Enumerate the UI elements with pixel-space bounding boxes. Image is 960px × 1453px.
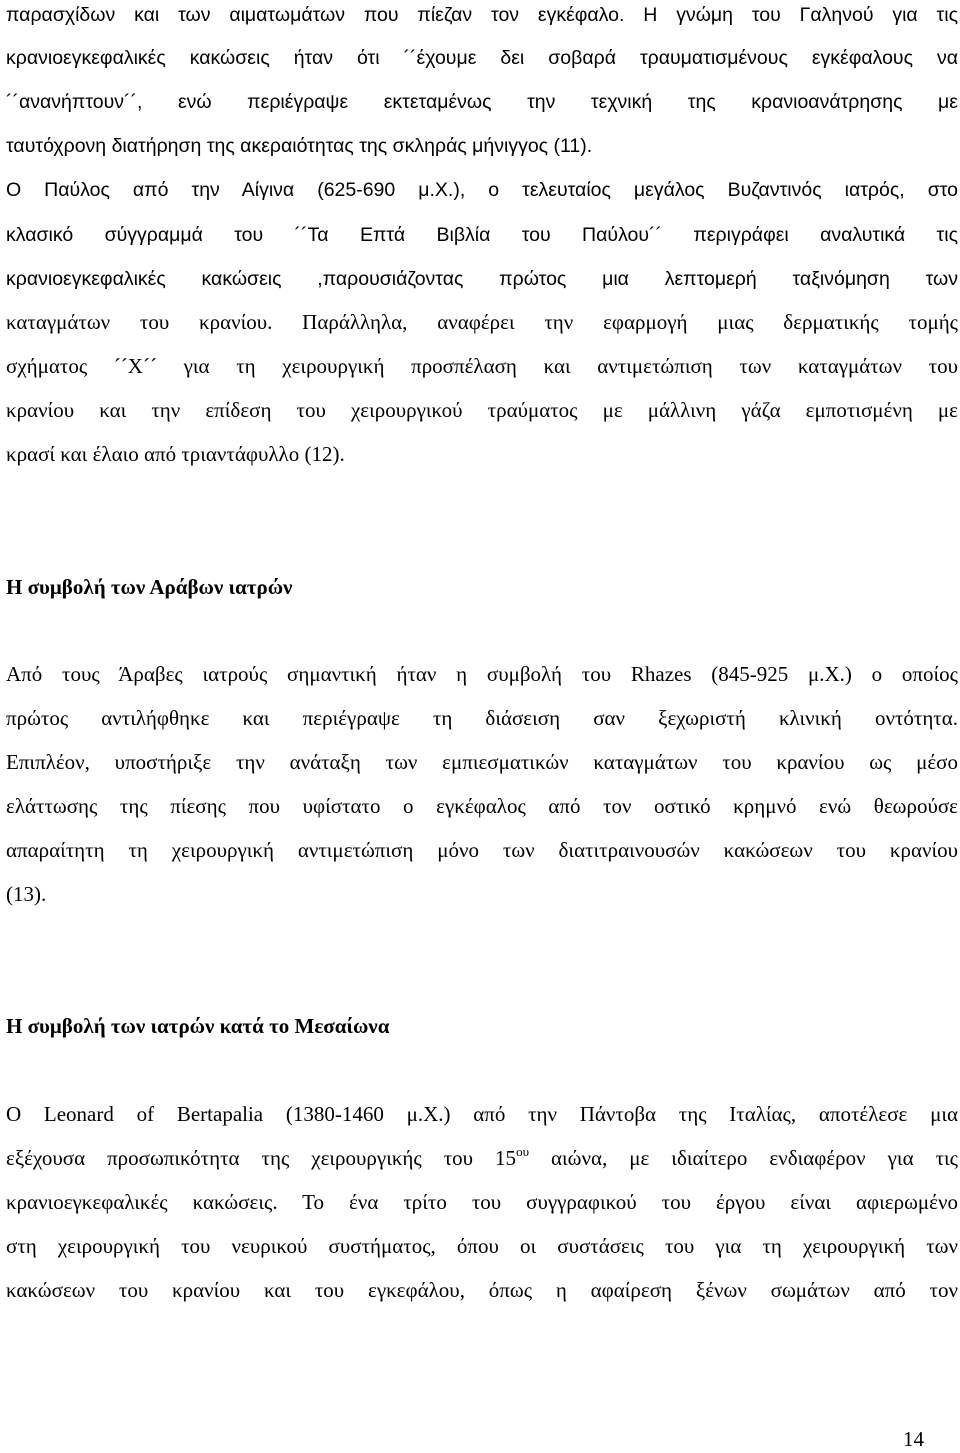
text-line: απαραίτητη τη χειρουργική αντιμετώπιση μόνο των διατιτραινουσών κακώσεων του κρανίου: [6, 838, 958, 862]
text-line: κλασικό σύγγραμμά του ´´Τα Επτά Βιβλία του Παύλου´´ περιγράφει αναλυτικά τις: [6, 224, 958, 246]
text-line: σχήματος ´´Χ´´ για τη χειρουργική προσπέλαση και αντιμετώπιση των καταγμάτων του: [6, 354, 958, 378]
text-line: στη χειρουργική του νευρικού συστήματος, όπου οι συστάσεις του για τη χειρουργική των: [6, 1234, 958, 1258]
text-line: παρασχίδων και των αιματωμάτων που πίεζαν τον εγκέφαλο. Η γνώμη του Γαληνού για τις: [6, 4, 958, 26]
superscript: ου: [516, 1144, 529, 1159]
text-line: ελάττωσης της πίεσης που υφίστατο ο εγκέφαλος από τον οστικό κρημνό ενώ θεωρούσε: [6, 794, 958, 818]
text-line: κρανιοεγκεφαλικές κακώσεις. Το ένα τρίτο του συγγραφικού του έργου είναι αφιερωμένο: [6, 1190, 958, 1214]
text-line: Από τους Άραβες ιατρούς σημαντική ήταν η συμβολή του Rhazes (845-925 μ.Χ.) ο οποίος: [6, 662, 958, 686]
text-segment: αιώνα, με ιδιαίτερο ενδιαφέρον για τις: [529, 1146, 958, 1170]
text-line: κρανιοεγκεφαλικές κακώσεις ήταν ότι ´´έχουμε δει σοβαρά τραυματισμένους εγκέφαλους να: [6, 47, 958, 69]
text-line: [6, 1143, 958, 1176]
text-line: πρώτος αντιλήφθηκε και περιέγραψε τη διάσειση σαν ξεχωριστή κλινική οντότητα.: [6, 706, 958, 730]
section-heading: Η συμβολή των Αράβων ιατρών: [6, 575, 293, 599]
text-line: Ο Παύλος από την Αίγινα (625-690 μ.Χ.), ο τελευταίος μεγάλος Βυζαντινός ιατρός, στο: [6, 179, 958, 201]
text-line: Ο Leonard of Bertapalia (1380-1460 μ.Χ.) από την Πάντοβα της Ιταλίας, αποτέλεσε μια: [6, 1102, 958, 1126]
text-line: Επιπλέον, υποστήριξε την ανάταξη των εμπιεσματικών καταγμάτων του κρανίου ως μέσο: [6, 750, 958, 774]
text-line: κρανιοεγκεφαλικές κακώσεις ,παρουσιάζοντας πρώτος μια λεπτομερή ταξινόμηση των: [6, 268, 958, 290]
text-line: κακώσεων του κρανίου και του εγκεφάλου, όπως η αφαίρεση ξένων σωμάτων από τον: [6, 1278, 958, 1302]
text-line: ταυτόχρονη διατήρηση της ακεραιότητας της σκληράς μήνιγγος (11).: [6, 135, 593, 157]
text-segment: εξέχουσα προσωπικότητα της χειρουργικής του 15: [6, 1146, 517, 1170]
text-line: (13).: [6, 882, 47, 906]
text-line: κρασί και έλαιο από τριαντάφυλλο (12).: [6, 442, 345, 466]
text-line: κρανίου και την επίδεση του χειρουργικού τραύματος με μάλλινη γάζα εμποτισμένη με: [6, 398, 958, 422]
text-line: καταγμάτων του κρανίου. Παράλληλα, αναφέρει την εφαρμογή μιας δερματικής τομής: [6, 310, 958, 334]
page-number: 14: [903, 1427, 924, 1451]
section-heading: Η συμβολή των ιατρών κατά το Μεσαίωνα: [6, 1014, 390, 1038]
text-line: ´´ανανήπτουν´´, ενώ περιέγραψε εκτεταμένως την τεχνική της κρανιοανάτρησης με: [6, 91, 958, 113]
